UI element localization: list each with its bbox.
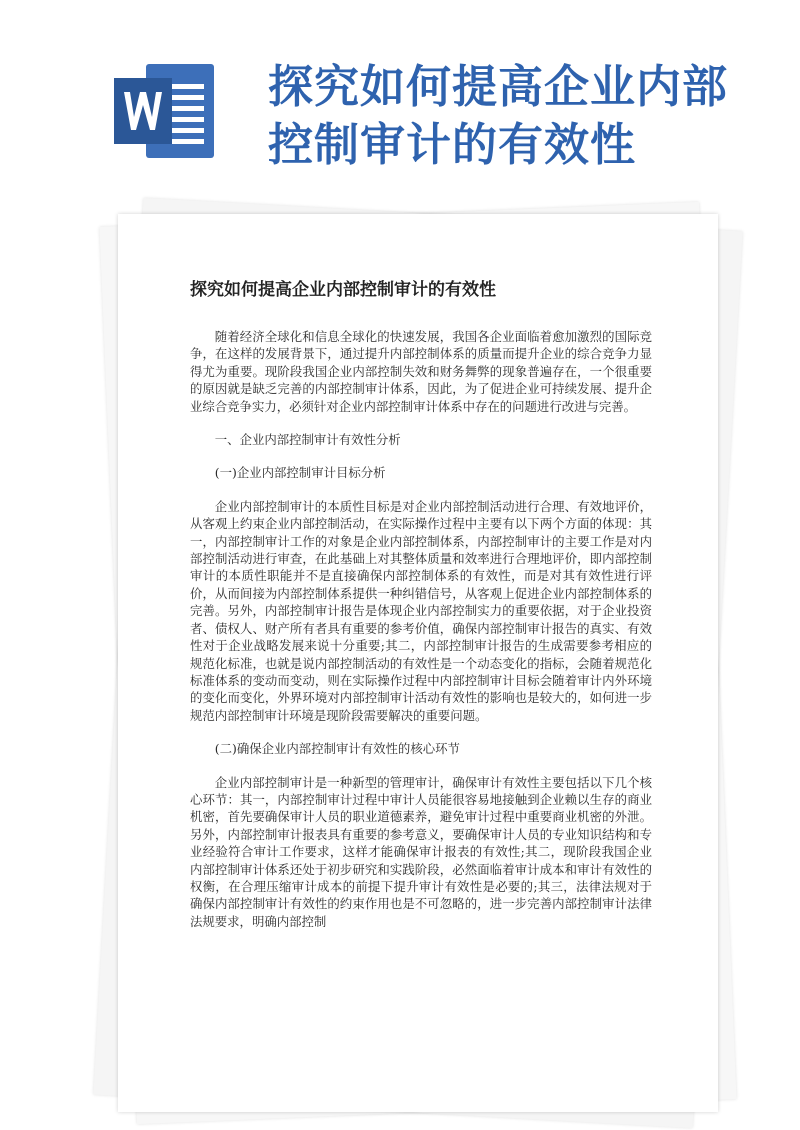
banner-title bbox=[268, 58, 738, 174]
banner bbox=[0, 0, 800, 200]
paragraph-core-links: 企业内部控制审计是一种新型的管理审计，确保审计有效性主要包括以下几个核心环节：其一，内部控制审计过程中审计人员能很容易地接触到企业赖以生存的商业机密，首先要确保审计人员的职业道德素养，避免审计过程中重要商业机密的外泄。另外，内部控制审计报表具有重要的参考意义，要确保审计人员的专业知识结构和专业经验符合审计工作要求，这样才能确保审计报表的有效性;其二，现阶段我国企业内部控制审计体系还处于初步研究和实践阶段，必然面临着审计成本和审计有效性的权衡，在合理压缩审计成本的前提下提升审计有效性是必要的;其三，法律法规对于确保内部控制审计有效性的约束作用也是不可忽略的，进一步完善内部控制审计法律法规要求，明确内部控制 bbox=[190, 774, 652, 929]
banner-title-line2: 控制审计的有效性 bbox=[268, 118, 637, 171]
paragraph-intro: 随着经济全球化和信息全球化的快速发展，我国各企业面临着愈加激烈的国际竞争，在这样的发展背景下，通过提升内部控制体系的质量而提升企业的综合竞争力显得尤为重要。现阶段我国企业内部控制失效和财务舞弊的现象普遍存在，一个很重要的原因就是缺乏完善的内部控制审计体系，因此，为了促进企业可持续发展、提升企业综合竞争实力，必须针对企业内部控制审计体系中存在的问题进行改进与完善。 bbox=[190, 329, 652, 414]
section-heading-1: 一、企业内部控制审计有效性分析 bbox=[214, 432, 401, 448]
paragraph-audit-goals: 企业内部控制审计的本质性目标是对企业内部控制活动进行合理、有效地评价，从客观上约束企业内部控制活动，在实际操作过程中主要有以下两个方面的体现：其一，内部控制审计工作的对象是企业内部控制体系，内部控制审计的主要工作是对内部控制活动进行审查，在此基础上对其整体质量和效率进行合理地评价，即内部控制审计的本质性职能并不是直接确保内部控制体系的有效性，而是对其有效性进行评价，从而间接为内部控制体系提供一种纠错信号，从客观上促进企业内部控制体系的完善。另外，内部控制审计报告是体现企业内部控制实力的重要依据，对于企业投资者、债权人、财产所有者具有重要的参考价值，确保内部控制审计报告的真实、有效性对于企业战略发展来说十分重要;其二，内部控制审计报告的生成需要参考相应的规范化标准，也就是说内部控制活动的有效性是一个动态变化的指标，会随着规范化标准体系的变动而变动，则在实际操作过程中内部控制审计目标会随着审计内外环境的变化而变化，外界环境对内部控制审计活动有效性的影响也是较大的，如何进一步规范内部控制审计环境是现阶段需要解决的重要问题。 bbox=[190, 498, 652, 723]
subsection-heading-1: (一)企业内部控制审计目标分析 bbox=[214, 465, 386, 481]
banner-title-line1: 探究如何提高企业内部 bbox=[268, 60, 729, 113]
document-page bbox=[118, 214, 718, 1112]
subsection-heading-2: (二)确保企业内部控制审计有效性的核心环节 bbox=[214, 741, 460, 757]
word-document-icon bbox=[112, 62, 216, 160]
document-title: 探究如何提高企业内部控制审计的有效性 bbox=[190, 280, 496, 300]
